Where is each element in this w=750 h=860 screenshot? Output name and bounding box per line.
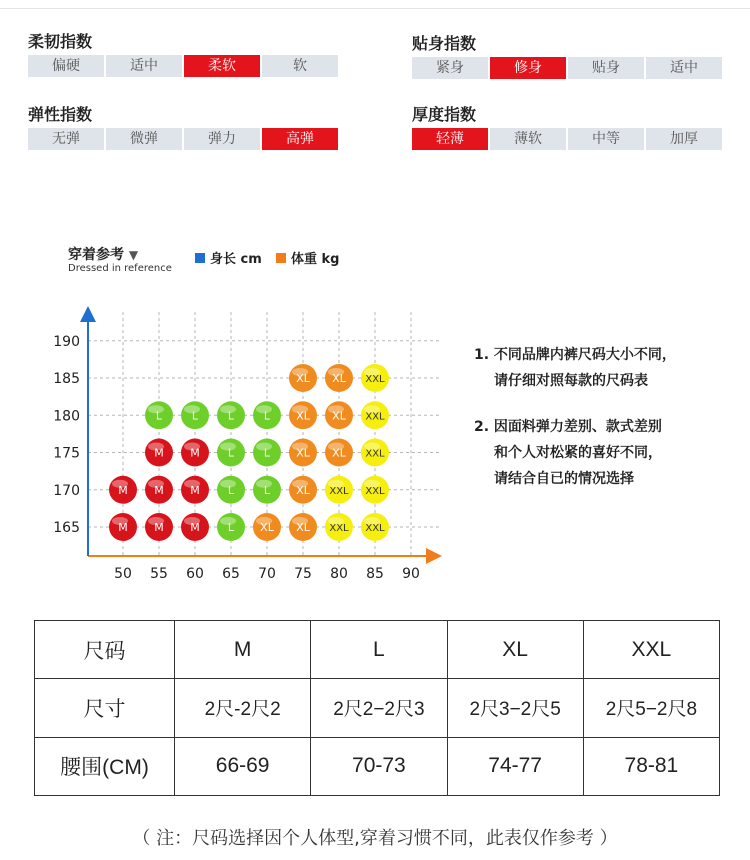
point-label: L xyxy=(263,409,271,423)
table-cell: 2尺3−2尺5 xyxy=(447,679,583,737)
point-label: XXL xyxy=(365,485,385,497)
index-option: 偏硬 xyxy=(28,55,106,77)
point-label: L xyxy=(155,409,163,423)
elasticity-index xyxy=(28,104,338,150)
table-cell: 腰围(CM) xyxy=(35,737,175,795)
point-label: XL xyxy=(260,521,274,534)
table-cell: 2尺-2尺2 xyxy=(175,679,311,737)
softness-index xyxy=(28,31,338,77)
index-option: 加厚 xyxy=(646,128,722,150)
table-cell: 70-73 xyxy=(311,737,447,795)
point-label: L xyxy=(227,521,235,534)
thickness-index xyxy=(412,104,722,150)
size-table xyxy=(34,620,720,796)
y-tick-label: 170 xyxy=(53,482,80,499)
y-tick-label: 175 xyxy=(53,445,80,462)
index-option: 紧身 xyxy=(412,57,490,79)
point-label: M xyxy=(118,521,128,534)
note-1: 1. 不同品牌内裤尺码大小不同， 请仔细对照每款的尺码表 xyxy=(474,347,676,389)
notes xyxy=(474,342,744,512)
y-tick-label: 190 xyxy=(53,333,80,350)
size-reference-chart xyxy=(0,300,460,590)
x-tick-label: 80 xyxy=(330,566,348,582)
point-label: M xyxy=(190,521,200,534)
legend-swatch-blue-icon xyxy=(195,253,205,263)
point-label: M xyxy=(118,483,128,497)
index-option: 弹力 xyxy=(184,128,262,150)
index-option: 无弹 xyxy=(28,128,106,150)
index-option: 中等 xyxy=(568,128,646,150)
x-tick-label: 90 xyxy=(402,566,420,582)
index-scale xyxy=(28,128,338,150)
table-cell: 74-77 xyxy=(447,737,583,795)
point-label: M xyxy=(154,483,164,497)
y-tick-label: 185 xyxy=(53,371,80,387)
index-title: 厚度指数 xyxy=(412,105,477,124)
point-label: XXL xyxy=(329,485,349,497)
point-label: L xyxy=(227,446,235,460)
x-tick-label: 70 xyxy=(258,566,276,582)
top-divider xyxy=(0,8,750,9)
point-label: XL xyxy=(332,446,346,460)
index-title: 柔韧指数 xyxy=(28,32,93,51)
legend-swatch-orange-icon xyxy=(276,253,286,263)
point-label: L xyxy=(263,483,271,497)
point-label: XL xyxy=(296,372,310,385)
point-label: M xyxy=(154,521,164,534)
table-cell: M xyxy=(175,621,311,679)
x-tick-label: 50 xyxy=(114,566,132,582)
point-label: M xyxy=(154,446,164,460)
point-label: XL xyxy=(296,446,310,460)
point-label: M xyxy=(190,446,200,460)
point-label: XXL xyxy=(365,523,385,534)
reference-title: 穿着参考 ▼ xyxy=(68,247,139,263)
index-option-active: 轻薄 xyxy=(412,128,490,150)
x-tick-label: 75 xyxy=(294,566,312,582)
fit-index xyxy=(412,33,722,79)
x-tick-label: 55 xyxy=(150,566,168,582)
table-cell: 78-81 xyxy=(583,737,719,795)
table-cell: XXL xyxy=(583,621,719,679)
reference-subtitle: Dressed in reference xyxy=(68,263,172,274)
table-cell: 尺码 xyxy=(35,621,175,679)
table-row xyxy=(35,621,720,679)
table-cell: 66-69 xyxy=(175,737,311,795)
point-label: XXL xyxy=(365,411,385,423)
y-tick-label: 180 xyxy=(53,408,80,425)
table-cell: XL xyxy=(447,621,583,679)
index-scale xyxy=(28,55,338,77)
table-cell: L xyxy=(311,621,447,679)
point-label: L xyxy=(227,409,235,423)
legend-weight: 体重 kg xyxy=(276,248,339,267)
point-label: XL xyxy=(332,372,346,385)
index-option: 软 xyxy=(262,55,338,77)
point-label: XXL xyxy=(365,374,385,385)
dropdown-arrow-icon: ▼ xyxy=(128,248,139,262)
footnote: （ 注：尺码选择因个人体型,穿着习惯不同，此表仅作参考 ） xyxy=(132,828,618,849)
point-label: XL xyxy=(296,483,310,497)
table-cell: 2尺2−2尺3 xyxy=(311,679,447,737)
note-2: 2. 因面料弹力差别、款式差别 和个人对松紧的喜好不同， 请结合自已的情况选择 xyxy=(474,419,662,487)
index-option: 适中 xyxy=(106,55,184,77)
table-row xyxy=(35,679,720,737)
point-label: XL xyxy=(296,409,310,423)
point-label: L xyxy=(227,483,235,497)
x-tick-label: 65 xyxy=(222,566,240,582)
index-option: 微弹 xyxy=(106,128,184,150)
point-label: L xyxy=(263,446,271,460)
index-title: 弹性指数 xyxy=(28,105,93,124)
index-option: 适中 xyxy=(646,57,722,79)
point-label: M xyxy=(190,483,200,497)
point-label: XXL xyxy=(365,448,385,460)
index-option-active: 柔软 xyxy=(184,55,262,77)
x-tick-label: 60 xyxy=(186,566,204,582)
table-row xyxy=(35,737,720,795)
point-label: L xyxy=(191,409,199,423)
table-cell: 2尺5−2尺8 xyxy=(583,679,719,737)
y-tick-label: 165 xyxy=(53,520,80,536)
index-option: 薄软 xyxy=(490,128,568,150)
x-tick-label: 85 xyxy=(366,566,384,582)
index-option: 贴身 xyxy=(568,57,646,79)
table-cell: 尺寸 xyxy=(35,679,175,737)
index-title: 贴身指数 xyxy=(412,34,477,53)
index-option-active: 修身 xyxy=(490,57,568,79)
index-scale xyxy=(412,128,722,150)
point-label: XL xyxy=(296,521,310,534)
index-scale xyxy=(412,57,722,79)
point-label: XXL xyxy=(329,523,349,534)
index-option-active: 高弹 xyxy=(262,128,338,150)
legend-length: 身长 cm xyxy=(195,248,262,267)
point-label: XL xyxy=(332,409,346,423)
